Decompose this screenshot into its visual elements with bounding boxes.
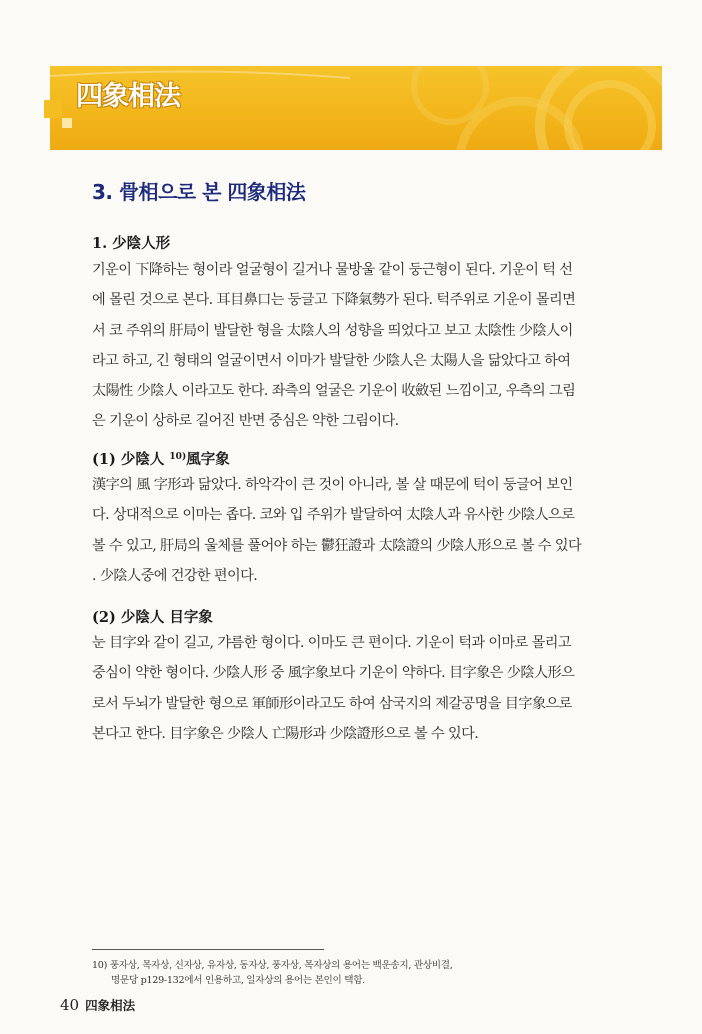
subsection-heading-3: (2) 少陰人 目字象	[92, 609, 213, 626]
subsection-heading-2	[92, 448, 230, 469]
paragraph-line: 로서 두뇌가 발달한 형으로 軍師形이라고도 하여 삼국지의 제갈공명을 目字象으로	[92, 695, 572, 712]
paragraph-line: 라고 하고, 긴 형태의 얼굴이면서 이마가 발달한 少陰人은 太陽人을 닮았다고 하여	[92, 352, 571, 369]
footnote-text: 풍자상, 목자상, 신자상, 유자상, 동자상, 풍자상, 목자상의 용어는 백운송지, 관상비결,	[109, 960, 453, 971]
paragraph-line: 서 코 주위의 肝局이 발달한 형을 太陰人의 성향을 띄었다고 보고 太陰性 少陰人이	[92, 322, 573, 339]
paragraph-1	[92, 255, 575, 437]
running-head: 四象相法	[85, 998, 136, 1013]
paragraph-2	[92, 470, 581, 591]
subsection-heading-1: 1. 少陰人形	[92, 235, 171, 252]
paragraph-line: 볼 수 있고, 肝局의 울체를 풀어야 하는 鬱狂證과 太陰證의 少陰人形으로 볼 수 있다	[92, 537, 582, 554]
footnote-number: 10)	[92, 960, 108, 971]
paragraph-line: 다. 상대적으로 이마는 좁다. 코와 입 주위가 발달하여 太陰人과 유사한 少陰人으로	[92, 507, 575, 524]
section-title: 3. 骨相으로 본 四象相法	[92, 180, 306, 204]
paragraph-line: 기운이 下降하는 형이라 얼굴형이 길거나 물방울 같이 둥근형이 된다. 기운이 턱 선	[92, 262, 573, 278]
footnote-ref: 10)	[169, 452, 187, 462]
footnote	[92, 958, 453, 988]
subsection-heading-suffix: 風字象	[186, 451, 230, 468]
banner-corner-square	[44, 100, 62, 118]
subsection-heading-text: (1) 少陰人	[92, 451, 165, 468]
banner-title: 四象相法	[76, 81, 180, 112]
footnote-line-1	[92, 958, 453, 973]
page-number: 40	[60, 996, 80, 1014]
paragraph-line: 눈 目字와 같이 길고, 갸름한 형이다. 이마도 큰 편이다. 기운이 턱과 이마로 몰리고	[92, 635, 571, 651]
paragraph-line: 漢字의 風 字形과 닮았다. 하악각이 큰 것이 아니라, 볼 살 때문에 턱이 둥글어 보인	[92, 477, 573, 493]
paragraph-line: 에 몰린 것으로 본다. 耳目鼻口는 둥글고 下降氣勢가 된다. 턱주위로 기운이 몰리면	[92, 292, 576, 309]
paragraph-3	[92, 628, 574, 749]
footnote-line-2: 명문당 p129-132에서 인용하고, 일자상의 용어는 본인이 택함.	[111, 975, 365, 986]
paragraph-line: 太陽性 少陰人 이라고도 한다. 좌측의 얼굴은 기운이 收斂된 느낌이고, 우측의 그림	[92, 383, 576, 400]
paragraph-line: 중심이 약한 형이다. 少陰人形 중 風字象보다 기운이 약하다. 目字象은 少陰人形으	[92, 665, 575, 682]
paragraph-line: . 少陰人중에 건강한 편이다.	[92, 567, 258, 584]
chapter-banner	[50, 66, 662, 150]
banner-corner-square-small	[62, 118, 72, 128]
paragraph-line: 은 기운이 상하로 길어진 반면 중심은 약한 그림이다.	[92, 413, 399, 430]
paragraph-line: 본다고 한다. 目字象은 少陰人 亡陽形과 少陰證形으로 볼 수 있다.	[92, 725, 479, 742]
page-footer	[60, 996, 135, 1014]
footnote-rule	[92, 949, 324, 950]
